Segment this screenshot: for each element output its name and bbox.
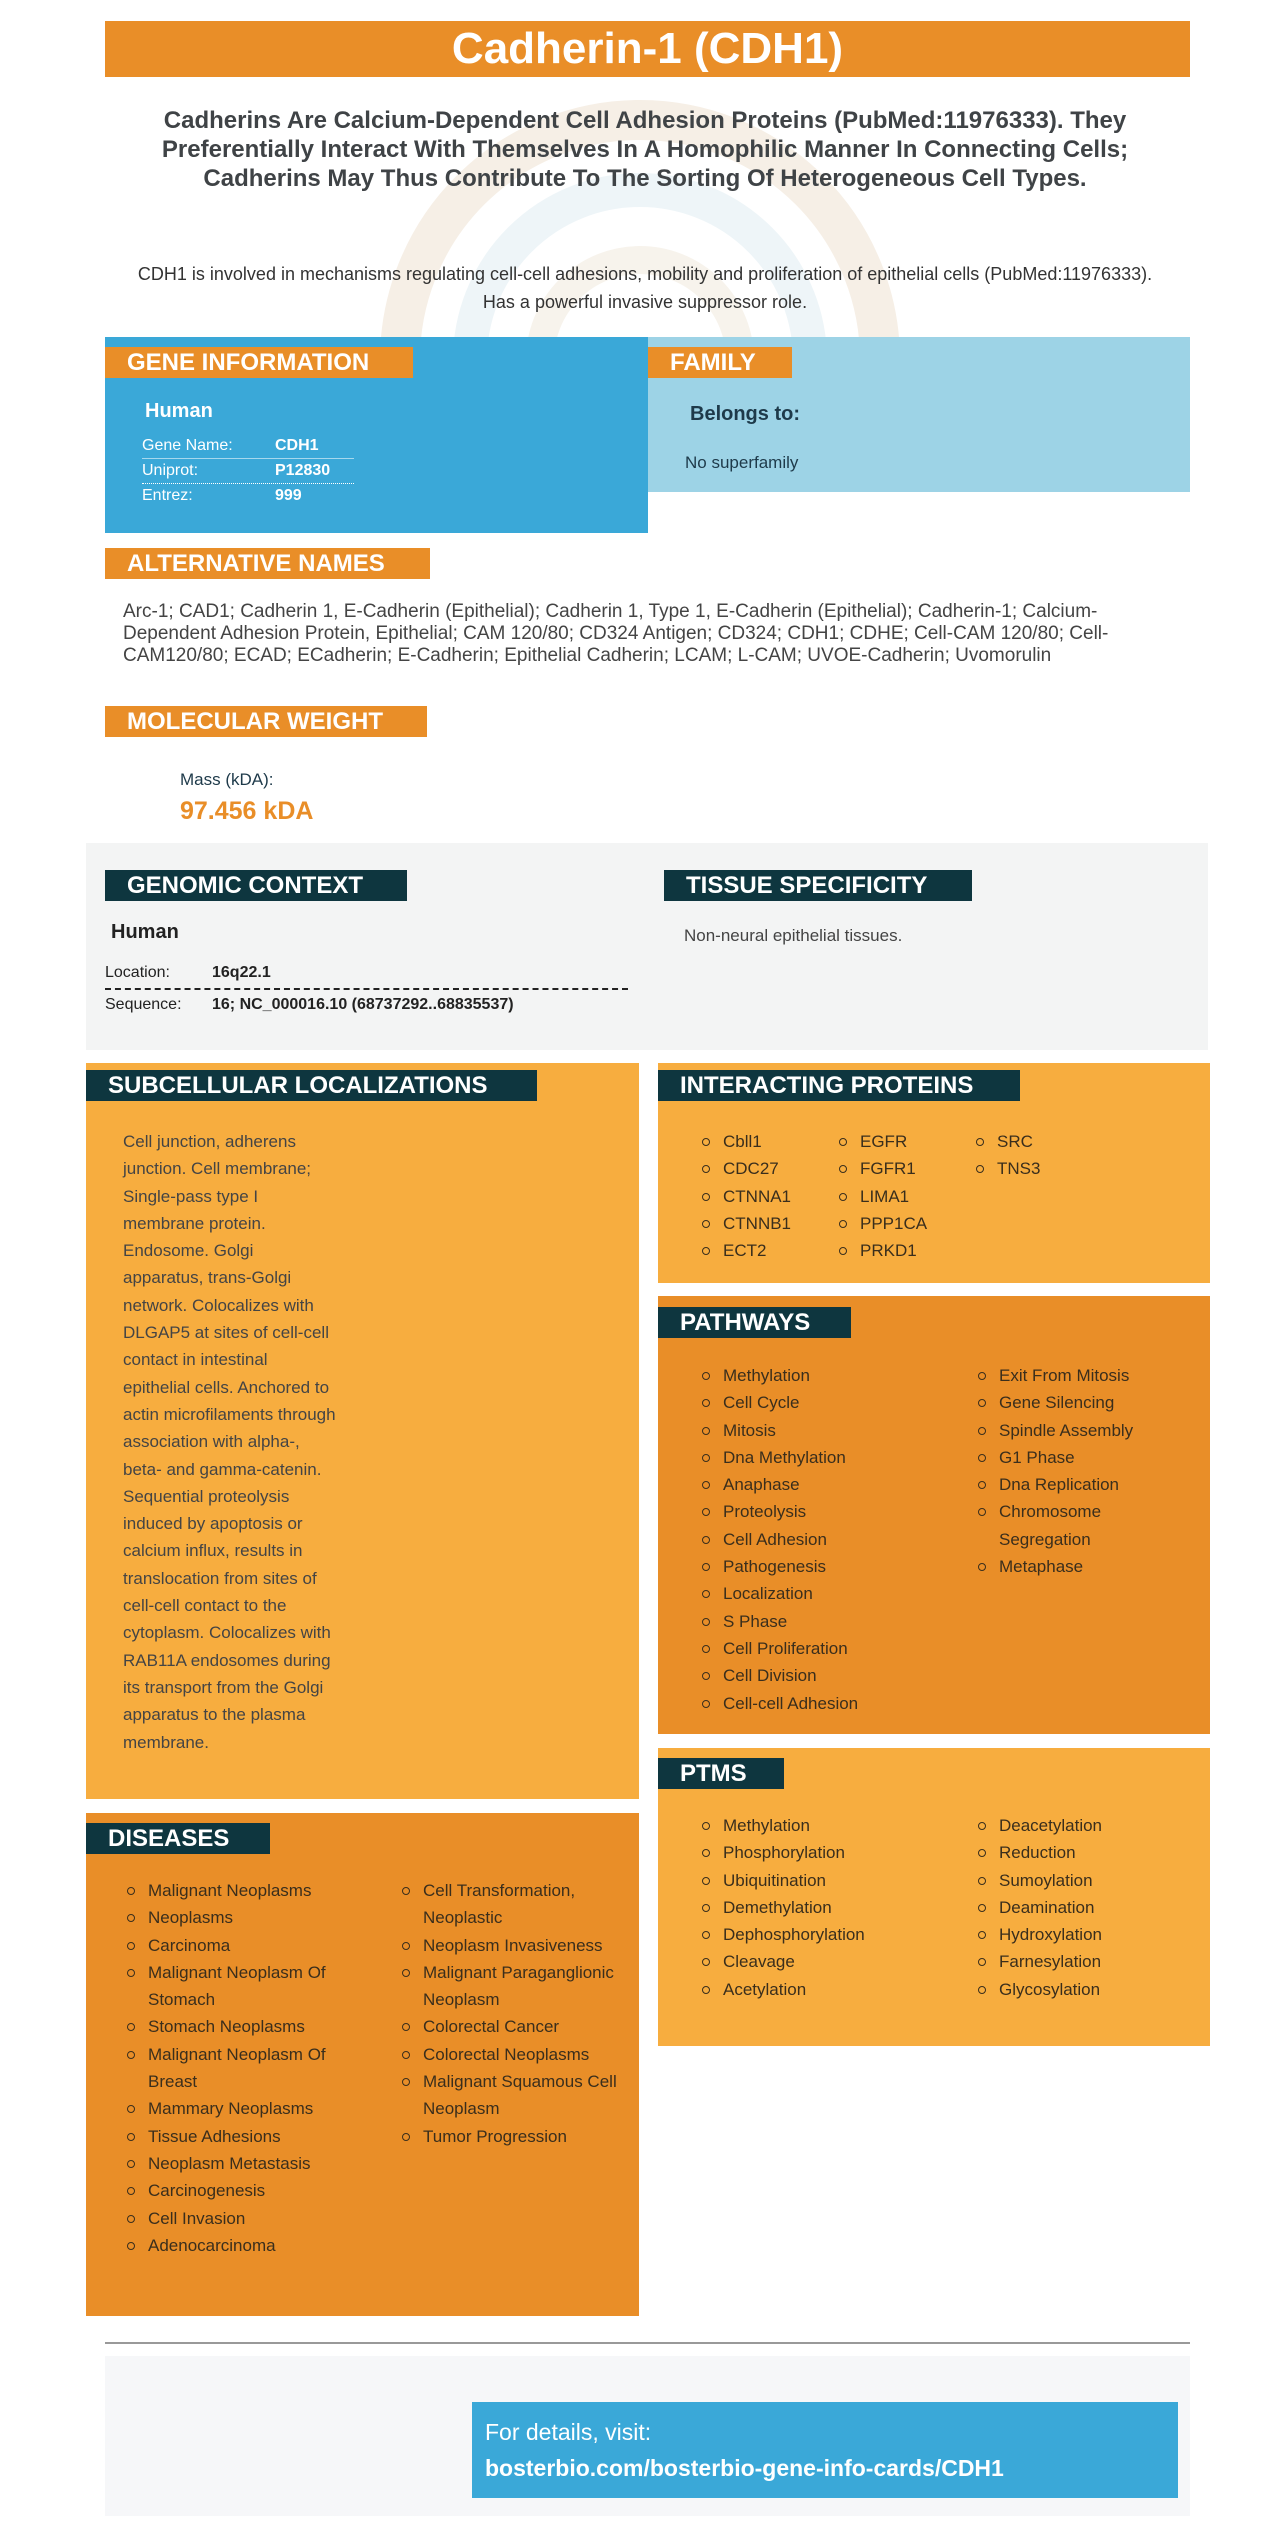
pathways-heading: PATHWAYS [658, 1307, 851, 1338]
list-item: Cell Transformation, Neoplastic [399, 1877, 619, 1932]
list-item: Demethylation [699, 1894, 959, 1921]
entrez-label: Entrez: [142, 487, 193, 504]
interacting-proteins-list-2 [836, 1128, 966, 1264]
alternative-names-text: Arc-1; CAD1; Cadherin 1, E-Cadherin (Epithelial); Cadherin 1, Type 1, E-Cadherin (Epithelial); Cadherin-1; Calcium-Dependent Adhesion Protein, Epithelial; CAM 120/80; CD324 Antigen; CD324; CDH1; CDHE; Cell-CAM 120/80; Cell-CAM120/80; ECAD; ECadherin; E-Cadherin; Epithelial Cadherin; LCAM; L-CAM; UVOE-Cadherin; Uvomorulin [123, 601, 1109, 666]
list-item: Carcinogenesis [124, 2177, 374, 2204]
diseases-heading: DISEASES [86, 1823, 270, 1854]
list-item: Reduction [975, 1839, 1175, 1866]
footer-visit-label: For details, visit: [485, 2419, 652, 2445]
interacting-proteins-heading: INTERACTING PROTEINS [658, 1070, 1020, 1101]
sequence-value: 16; NC_000016.10 (68737292..68835537) [212, 996, 514, 1013]
list-item: FGFR1 [836, 1155, 966, 1182]
list-item: Gene Silencing [975, 1389, 1175, 1416]
page-title: Cadherin-1 (CDH1) [105, 21, 1190, 77]
genomic-organism: Human [111, 921, 179, 943]
uniprot-label: Uniprot: [142, 462, 199, 479]
list-item: Mitosis [699, 1417, 959, 1444]
alternative-names-heading: ALTERNATIVE NAMES [105, 548, 430, 579]
tissue-specificity-heading: TISSUE SPECIFICITY [664, 870, 972, 901]
summary-description: CDH1 is involved in mechanisms regulating cell-cell adhesions, mobility and proliferation of epithelial cells (PubMed:11976333). Has a powerful invasive suppressor role. [137, 264, 1153, 312]
list-item: CDC27 [699, 1155, 829, 1182]
list-item: Hydroxylation [975, 1921, 1175, 1948]
list-item: Localization [699, 1580, 959, 1607]
list-item: Deacetylation [975, 1812, 1175, 1839]
diseases-list-1 [124, 1877, 374, 2259]
genomic-context-table [105, 958, 628, 1020]
list-item: Ubiquitination [699, 1867, 959, 1894]
list-item: Colorectal Cancer [399, 2013, 619, 2040]
mass-label: Mass (kDA): [180, 770, 274, 789]
gene-info-row [142, 484, 354, 508]
list-item: Cell Invasion [124, 2205, 374, 2232]
family-belongs-label: Belongs to: [690, 403, 800, 425]
list-item: PPP1CA [836, 1210, 966, 1237]
list-item: Malignant Neoplasms [124, 1877, 374, 1904]
genomic-context-heading: GENOMIC CONTEXT [105, 870, 407, 901]
list-item: Exit From Mitosis [975, 1362, 1175, 1389]
mass-value: 97.456 kDA [180, 797, 314, 825]
list-item: EGFR [836, 1128, 966, 1155]
list-item: Cleavage [699, 1948, 959, 1975]
ptms-heading: PTMS [658, 1758, 784, 1789]
list-item: Malignant Paraganglionic Neoplasm [399, 1959, 619, 2014]
footer-link[interactable]: bosterbio.com/bosterbio-gene-info-cards/CDH1 [485, 2455, 1004, 2481]
list-item: ECT2 [699, 1237, 829, 1264]
list-item: PRKD1 [836, 1237, 966, 1264]
gene-info-table [142, 434, 354, 508]
molecular-weight-heading: MOLECULAR WEIGHT [105, 706, 427, 737]
list-item: G1 Phase [975, 1444, 1175, 1471]
list-item: Tumor Progression [399, 2123, 619, 2150]
list-item: Acetylation [699, 1976, 959, 2003]
gene-information-panel [105, 337, 648, 533]
list-item: Spindle Assembly [975, 1417, 1175, 1444]
gene-organism: Human [145, 400, 213, 422]
gene-name-value: CDH1 [275, 437, 319, 454]
list-item: Methylation [699, 1362, 959, 1389]
footer-details-box[interactable] [472, 2402, 1178, 2498]
ptms-list-2 [975, 1812, 1175, 2003]
list-item: Metaphase [975, 1553, 1175, 1580]
list-item: Farnesylation [975, 1948, 1175, 1975]
footer-divider [105, 2342, 1190, 2344]
location-label: Location: [105, 964, 170, 981]
gene-name-label: Gene Name: [142, 437, 233, 454]
list-item: CTNNB1 [699, 1210, 829, 1237]
list-item: TNS3 [973, 1155, 1103, 1182]
list-item: Dna Replication [975, 1471, 1175, 1498]
list-item: Mammary Neoplasms [124, 2095, 374, 2122]
list-item: Dna Methylation [699, 1444, 959, 1471]
list-item: Methylation [699, 1812, 959, 1839]
list-item: Dephosphorylation [699, 1921, 959, 1948]
list-item: Neoplasm Invasiveness [399, 1932, 619, 1959]
list-item: LIMA1 [836, 1183, 966, 1210]
ptms-list-1 [699, 1812, 959, 2003]
list-item: Carcinoma [124, 1932, 374, 1959]
interacting-proteins-panel [658, 1063, 1210, 1283]
subcellular-text: Cell junction, adherens junction. Cell membrane; Single-pass type I membrane protein. Endosome. Golgi apparatus, trans-Golgi network. Colocalizes with DLGAP5 at sites of cell-cell contact in intestinal epithelial cells. Anchored to actin microfilaments through association with alpha-, beta- and gamma-catenin. Sequential proteolysis induced by apoptosis or calcium influx, results in translocation from sites of cell-cell contact to the cytoplasm. Colocalizes with RAB11A endosomes during its transport from the Golgi apparatus to the plasma membrane. [123, 1132, 336, 1752]
list-item: CTNNA1 [699, 1183, 829, 1210]
pathways-list-2 [975, 1362, 1175, 1580]
list-item: Deamination [975, 1894, 1175, 1921]
list-item: S Phase [699, 1608, 959, 1635]
list-item: Phosphorylation [699, 1839, 959, 1866]
ptms-panel [658, 1748, 1210, 2046]
summary-headline: Cadherins Are Calcium-Dependent Cell Adhesion Proteins (PubMed:11976333). They Preferentially Interact With Themselves In A Homophilic Manner In Connecting Cells; Cadherins May Thus Contribute To The Sorting Of Heterogeneous Cell Types. [161, 107, 1129, 192]
subcellular-panel [86, 1063, 639, 1799]
list-item: Neoplasm Metastasis [124, 2150, 374, 2177]
list-item: Malignant Neoplasm Of Stomach [124, 1959, 374, 2014]
list-item: Proteolysis [699, 1498, 959, 1525]
gene-info-row [142, 434, 354, 459]
list-item: Colorectal Neoplasms [399, 2041, 619, 2068]
list-item: Cell-cell Adhesion [699, 1690, 959, 1717]
list-item: Malignant Neoplasm Of Breast [124, 2041, 374, 2096]
location-value: 16q22.1 [212, 964, 271, 981]
list-item: Chromosome Segregation [975, 1498, 1175, 1553]
genomic-row [105, 958, 628, 990]
subcellular-heading: SUBCELLULAR LOCALIZATIONS [86, 1070, 537, 1101]
family-panel [648, 337, 1190, 492]
list-item: Pathogenesis [699, 1553, 959, 1580]
list-item: Cell Proliferation [699, 1635, 959, 1662]
list-item: Sumoylation [975, 1867, 1175, 1894]
uniprot-value: P12830 [275, 462, 331, 479]
entrez-value: 999 [275, 487, 302, 504]
family-value: No superfamily [685, 453, 799, 472]
genomic-row [105, 990, 628, 1020]
list-item: Tissue Adhesions [124, 2123, 374, 2150]
interacting-proteins-list-3 [973, 1128, 1103, 1183]
list-item: Cell Cycle [699, 1389, 959, 1416]
family-heading: FAMILY [648, 347, 792, 378]
list-item: Adenocarcinoma [124, 2232, 374, 2259]
list-item: Stomach Neoplasms [124, 2013, 374, 2040]
tissue-specificity-text: Non-neural epithelial tissues. [684, 926, 903, 945]
list-item: Anaphase [699, 1471, 959, 1498]
gene-information-heading: GENE INFORMATION [105, 347, 413, 378]
list-item: Glycosylation [975, 1976, 1175, 2003]
diseases-panel [86, 1813, 639, 2316]
pathways-panel [658, 1296, 1210, 1734]
sequence-label: Sequence: [105, 996, 182, 1013]
interacting-proteins-list-1 [699, 1128, 829, 1264]
list-item: Cbll1 [699, 1128, 829, 1155]
list-item: Cell Division [699, 1662, 959, 1689]
list-item: Malignant Squamous Cell Neoplasm [399, 2068, 619, 2123]
pathways-list-1 [699, 1362, 959, 1717]
diseases-list-2 [399, 1877, 619, 2150]
list-item: Cell Adhesion [699, 1526, 959, 1553]
list-item: Neoplasms [124, 1904, 374, 1931]
list-item: SRC [973, 1128, 1103, 1155]
gene-info-row [142, 459, 354, 484]
